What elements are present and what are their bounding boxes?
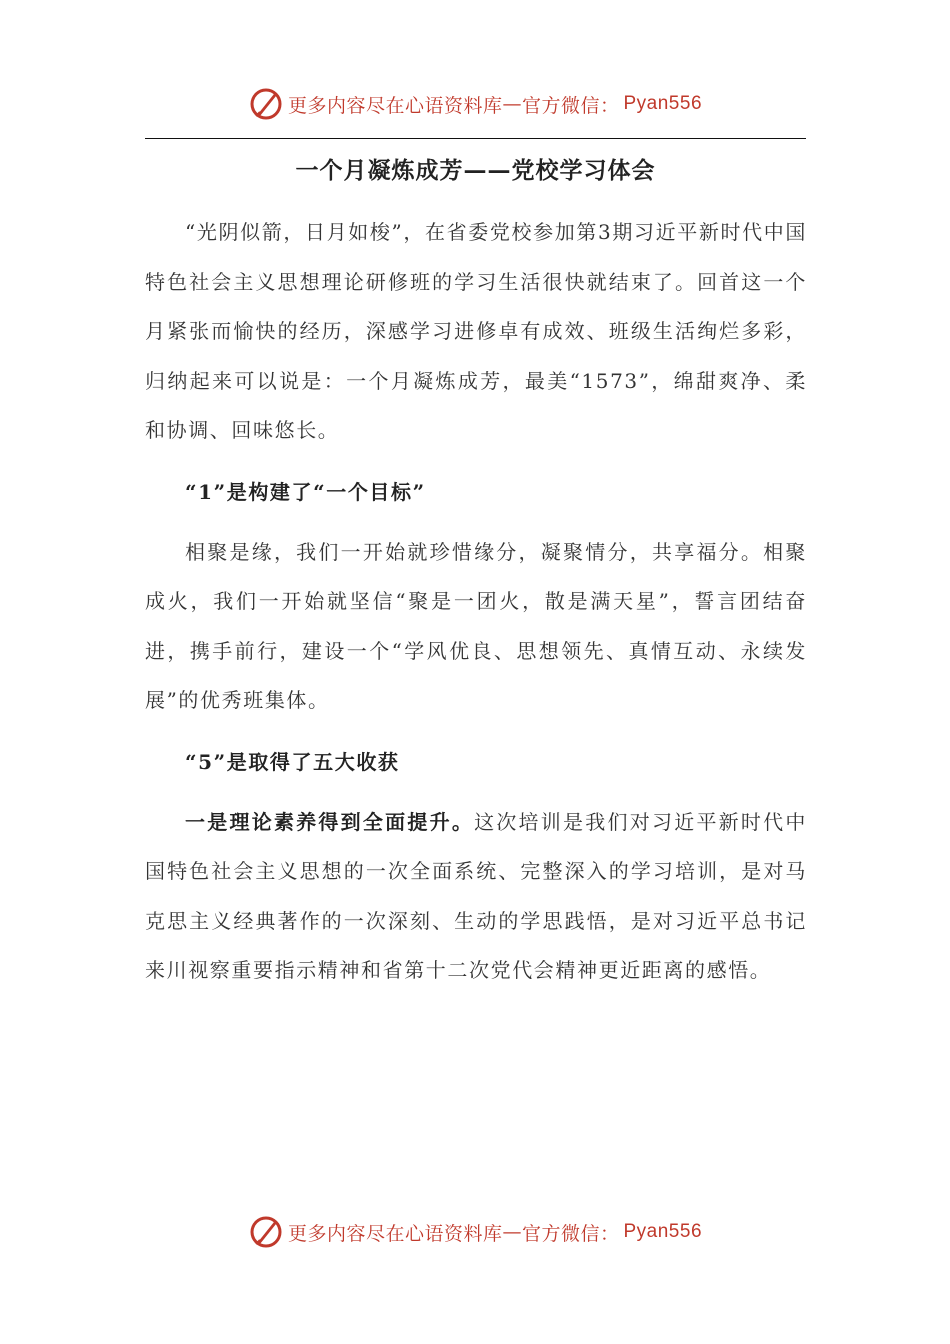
section-paragraph-1: 相聚是缘，我们一开始就珍惜缘分，凝聚情分，共享福分。相聚成火，我们一开始就坚信“聚是一团火，散是满天星”，誓言团结奋进，携手前行，建设一个“学风优良、思想领先、真情互动、永续发展”的优秀班集体。 xyxy=(145,539,807,713)
watermark-brand: 更多内容尽在心语资料库 xyxy=(287,1222,503,1245)
document-title: 一个月凝炼成芳——党校学习体会 xyxy=(295,157,656,184)
point-lead-1: 一是理论素养得到全面提升。 xyxy=(185,809,475,834)
point-paragraph-1 xyxy=(145,798,807,996)
watermark-label: 官方微信： xyxy=(521,94,620,117)
header-divider xyxy=(145,138,806,139)
watermark-label: 官方微信： xyxy=(521,1222,620,1245)
footer-watermark-banner xyxy=(0,1214,950,1250)
section-heading-1: “1”是构建了“一个目标” xyxy=(185,479,426,504)
watermark-brand: 更多内容尽在心语资料库 xyxy=(287,94,503,117)
intro-paragraph: “光阴似箭，日月如梭”，在省委党校参加第3期习近平新时代中国特色社会主义思想理论研修班的学习生活很快就结束了。回首这一个月紧张而愉快的经历，深感学习进修卓有成效、班级生活绚烂多彩，归纳起来可以说是：一个月凝炼成芳，最美“1573”，绵甜爽净、柔和协调、回味悠长。 xyxy=(145,220,807,443)
watermark-separator: — xyxy=(502,93,522,115)
quill-logo-icon xyxy=(248,86,284,122)
watermark-separator: — xyxy=(502,1221,522,1243)
watermark-wechat-id: Pyan556 xyxy=(623,93,703,114)
header-watermark-banner xyxy=(0,86,950,122)
document-body xyxy=(145,208,807,996)
watermark-wechat-id: Pyan556 xyxy=(623,1221,703,1242)
point-text-1: 这次培训是我们对习近平新时代中国特色社会主义思想的一次全面系统、完整深入的学习培训，是对马克思主义经典著作的一次深刻、生动的学思践悟，是对习近平总书记来川视察重要指示精神和省第十二次党代会精神更近距离的感悟。 xyxy=(145,809,807,983)
section-heading-2: “5”是取得了五大收获 xyxy=(185,749,400,774)
quill-logo-icon xyxy=(248,1214,284,1250)
